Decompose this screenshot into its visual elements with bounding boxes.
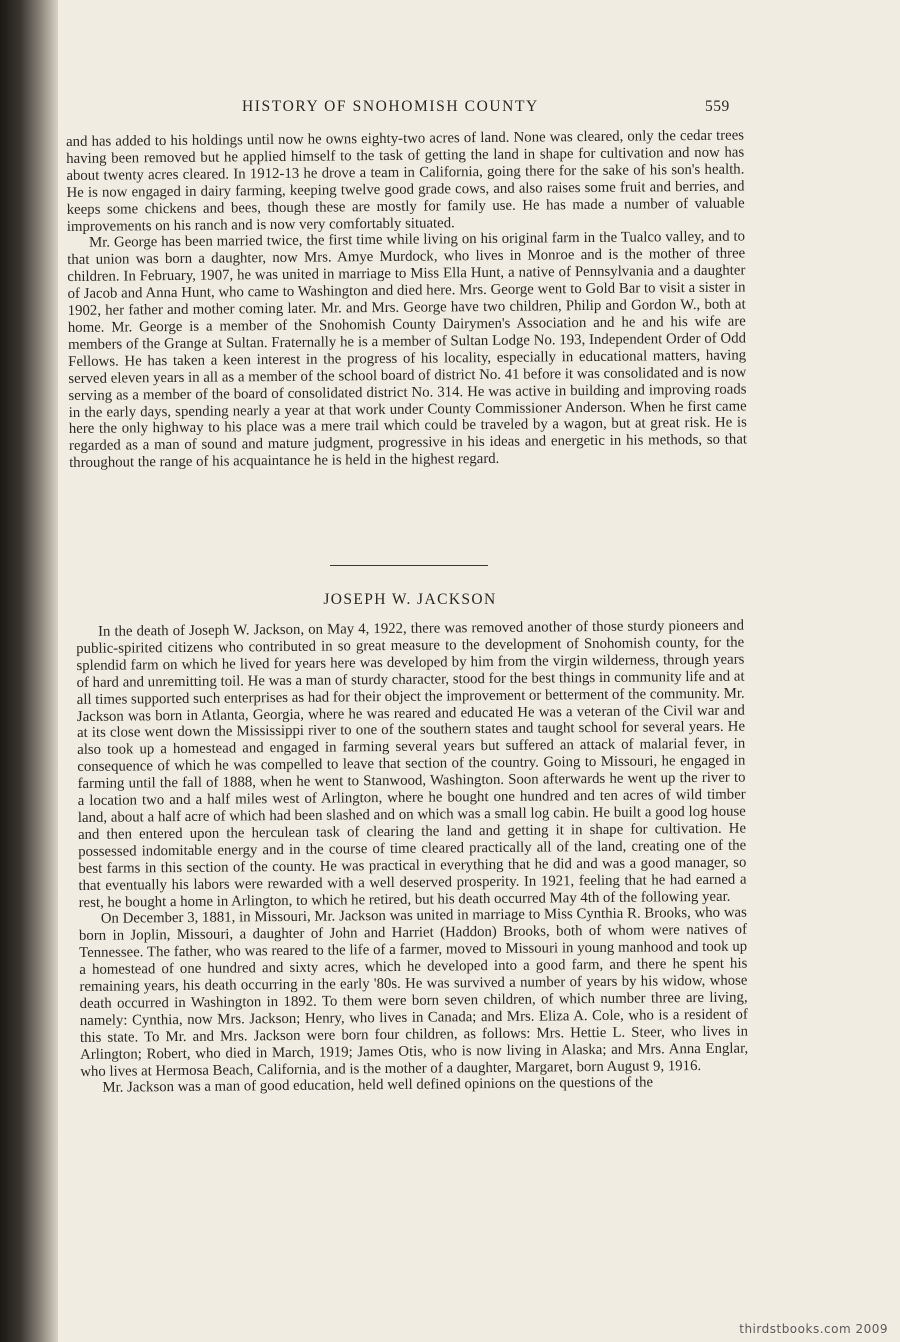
jackson-paragraph-1: In the death of Joseph W. Jackson, on May 4, 1922, there was removed another of those sturdy pioneers and public-spirited citizens who contributed in so great measure to the development of Snohomish county, for the splendid farm on which he lived for years here was developed by him from the virgin wilderness, through years of hard and unremitting toil. He was a man of sturdy character, stood for the best things in community life and at all times supported such enterprises as had for their object the improvement or betterment of the community. Mr. Jackson was born in Atlanta, Georgia, where he was reared and educated He was a veteran of the Civil war and at its close went down the Mississippi river to one of the southern states and taught school for several years. He also took up a homestead and engaged in farming several years but suffered an attack of malarial fever, in consequence of which he was compelled to leave that section of the country. Going to Missouri, he engaged in farming until the fall of 1888, when he went to Stanwood, Washington. Soon afterwards he went up the river to a location two and a half miles west of Arlington, where he bought one hundred and ten acres of wild timber land, about a half acre of which had been slashed and on which was a small log cabin. He built a good log house and then entered upon the herculean task of clearing the land and getting it in shape for cultivation. He possessed indomitable energy and in the course of time cleared practically all of the land, creating one of the best farms in this section of the county. He was practical in everything that he did and was a good manager, so that eventually his labors were rewarded with a well deserved prosperity. In 1921, feeling that he had earned a rest, he bought a home in Arlington, to which he retired, but his death occurred May 4th of the following year. xyxy=(76,617,747,911)
watermark: thirdstbooks.com 2009 xyxy=(739,1322,888,1336)
jackson-paragraph-2: On December 3, 1881, in Missouri, Mr. Jackson was united in marriage to Miss Cynthia R. Brooks, who was born in Joplin, Missouri, a daughter of John and Harriet (Haddon) Brooks, both of whom were natives of Tennessee. The father, who was reared to the life of a farmer, moved to Missouri in young manhood and took up a homestead of one hundred and sixty acres, which he developed into a good farm, and there he spent his remaining years, his death occurring in the early '80s. He was survived a number of years by his widow, whose death occurred in Washington in 1892. To them were born seven children, of which number three are living, namely: Cynthia, now Mrs. Jackson; Henry, who lives in Canada; and Mrs. Eliza A. Cole, who is a resident of this state. To Mr. and Mrs. Jackson were born four children, as follows: Mrs. Hettie L. Steer, who lives in Arlington; Robert, who died in March, 1919; James Otis, who is now living in Alaska; and Mrs. Anna Englar, who lives at Hermosa Beach, California, and is the mother of a daughter, Margaret, born August 9, 1916. xyxy=(78,904,749,1080)
george-sketch-body xyxy=(66,127,747,472)
jackson-sketch-body xyxy=(76,618,749,1098)
running-head: HISTORY OF SNOHOMISH COUNTY xyxy=(242,98,539,115)
page-number: 559 xyxy=(705,98,730,115)
george-paragraph-2: Mr. George has been married twice, the first time while living on his original farm in the Tualco valley, and to that union was born a daughter, now Mrs. Amye Murdock, who lives in Monroe and is the mother of three children. In February, 1907, he was united in marriage to Miss Ella Hunt, a native of Pennsylvania and a daughter of Jacob and Anna Hunt, who came to Washington and died here. Mrs. George went to Gold Bar to visit a sister in 1902, her father and mother coming later. Mr. and Mrs. George have two children, Philip and Gordon W., both at home. Mr. George is a member of the Snohomish County Dairymen's Association and he and his wife are members of the Grange at Sultan. Fraternally he is a member of Sultan Lodge No. 193, Independent Order of Odd Fellows. He has taken a keen interest in the progress of his locality, especially in educational matters, having served eleven years in all as a member of the school board of district No. 41 before it was consolidated and is now serving as a member of the board of consolidated district No. 314. He was active in building and improving roads in the early days, spending nearly a year at that work under County Commissioner Anderson. When he first came here the only highway to his place was a mere trail which could be traveled by a wagon, but at great risk. He is regarded as a man of sound and mature judgment, progressive in his ideas and energetic in his methods, so that throughout the range of his acquaintance he is held in the highest regard. xyxy=(67,228,748,472)
jackson-paragraph-3: Mr. Jackson was a man of good education, held well defined opinions on the questions of the xyxy=(102,1074,654,1097)
section-title: JOSEPH W. JACKSON xyxy=(323,591,497,608)
george-paragraph-1: and has added to his holdings until now he owns eighty-two acres of land. None was cleared, only the cedar trees having been removed but he applied himself to the task of getting the land in shape for cultivation and now has about twenty acres cleared. In 1912-13 he drove a team in California, going there for the sake of his son's health. He is now engaged in dairy farming, keeping twelve good grade cows, and also raises some fruit and berries, and keeps some chickens and bees, though these are mostly for family use. He has made a number of valuable improvements on his ranch and is now very comfortably situated. xyxy=(66,127,745,235)
section-divider-rule xyxy=(330,565,488,566)
